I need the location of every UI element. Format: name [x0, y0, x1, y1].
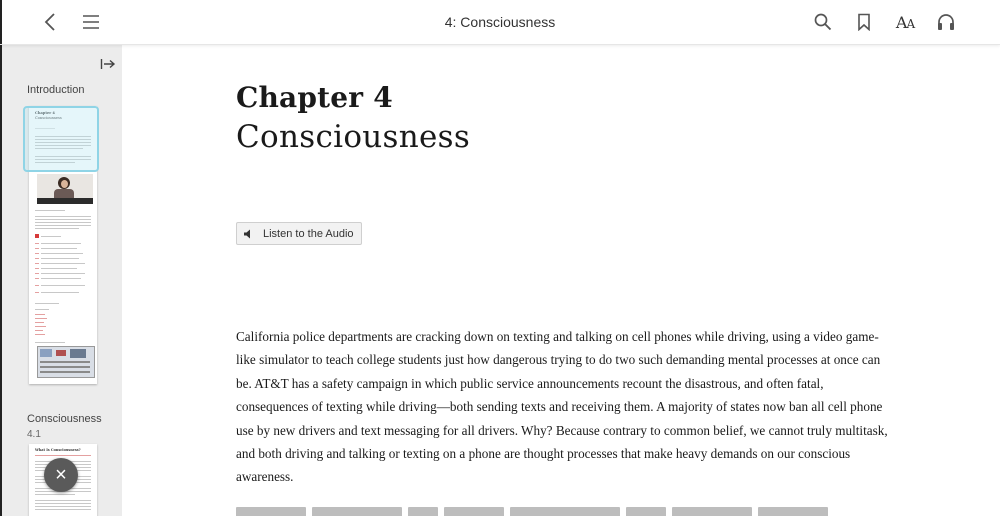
next-heading-cutoff	[236, 507, 836, 516]
thumb-heading: Chapter 4	[35, 111, 55, 115]
thumb-subheading: Consciousness	[35, 116, 62, 120]
intro-paragraph: California police departments are cracking down on texting and talking on cell phones while driving, using a video game-like simulator to teach college students just how dangerous trying to do two such demanding mental processes at once can be. AT&T has a safety campaign in which public service announcements recount the disastrous, and often fatal, consequences of texting while driving—both sending texts and receiving them. A majority of states now ban all cell phone use by new drivers and text messaging for all drivers. Why? Because contrary to common belief, we cannot truly multitask, and both driving and talking or texting on a phone are thought processes that make heavy demands on our conscious awareness.	[236, 329, 888, 485]
close-icon: ×	[55, 464, 67, 486]
collapse-sidebar-icon[interactable]	[98, 56, 118, 72]
headphones-icon[interactable]	[928, 0, 964, 44]
section-title-introduction[interactable]: Introduction	[27, 84, 85, 96]
thumb-screenshot-image	[37, 346, 95, 378]
section-number: 4.1	[27, 429, 41, 440]
reader-content	[122, 45, 1000, 516]
listen-audio-button[interactable]	[236, 222, 362, 245]
window-edge	[0, 0, 2, 44]
chapter-number: Chapter 4	[236, 81, 393, 114]
thumb-video-image	[37, 174, 93, 204]
search-icon[interactable]	[805, 0, 841, 44]
close-fab-button[interactable]	[44, 458, 78, 492]
section-title-consciousness[interactable]: Consciousness	[27, 413, 102, 425]
page-title: 4: Consciousness	[444, 14, 556, 30]
thumbnail-sidebar	[0, 44, 122, 516]
current-page-highlight	[23, 106, 99, 172]
thumb2-heading: What Is Consciousness?	[35, 448, 81, 452]
back-icon[interactable]	[32, 0, 68, 44]
font-size-icon[interactable]	[887, 0, 923, 44]
font-glyph-large: A	[895, 12, 907, 32]
speaker-icon	[243, 229, 253, 239]
bookmark-icon[interactable]	[846, 0, 882, 44]
chapter-title: Consciousness	[236, 119, 471, 155]
menu-icon[interactable]	[73, 0, 109, 44]
top-bar	[0, 0, 1000, 45]
listen-audio-label: Listen to the Audio	[263, 227, 354, 240]
font-glyph-small: A	[906, 16, 915, 31]
